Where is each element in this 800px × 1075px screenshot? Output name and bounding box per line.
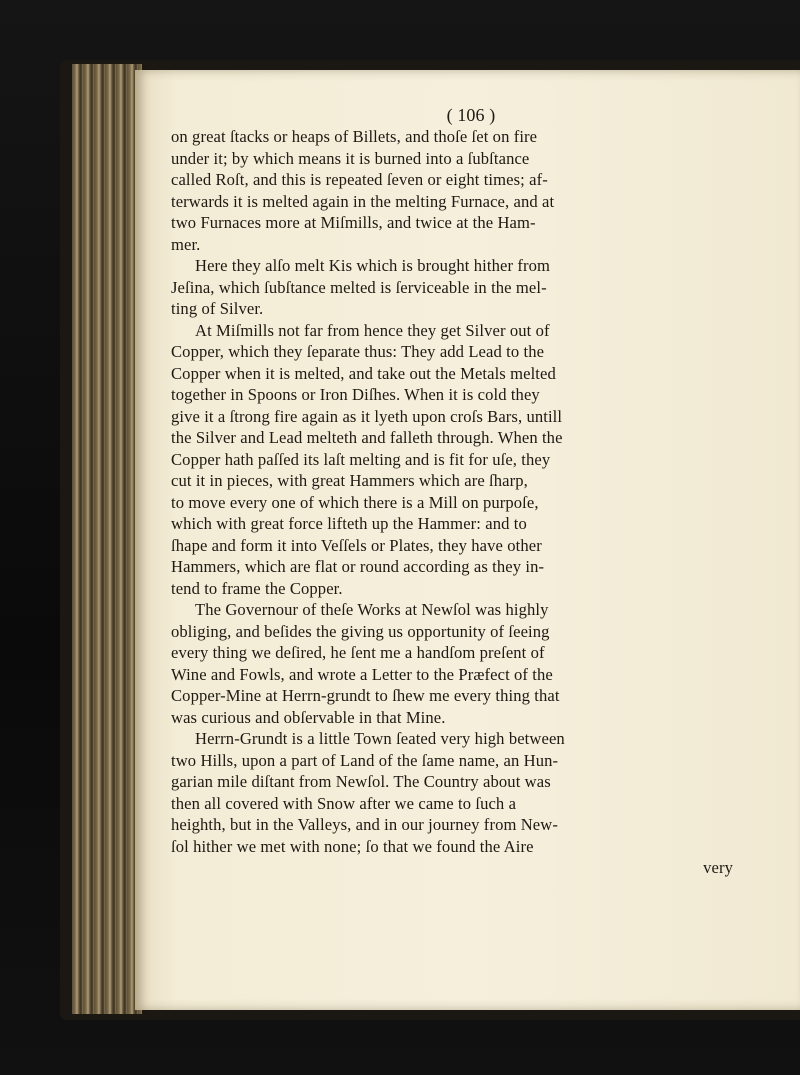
- text-line: Jeſina, which ſubſtance melted is ſerviceable in the mel-: [171, 277, 547, 297]
- text-line: to move every one of which there is a Mill on purpoſe,: [171, 492, 539, 512]
- text-line: garian mile diſtant from Newſol. The Country about was: [171, 772, 551, 791]
- page-stack-edges: [72, 64, 142, 1014]
- text-line: Hammers, which are flat or round according as they in-: [171, 557, 545, 576]
- text-line: Copper when it is melted, and take out the Metals melted: [171, 363, 556, 383]
- text-lines: [171, 126, 771, 879]
- text-line: heighth, but in the Valleys, and in our journey from New-: [171, 815, 558, 834]
- text-line: was curious and obſervable in that Mine.: [171, 707, 446, 727]
- text-line: Copper, which they ſeparate thus: They add Lead to the: [171, 342, 545, 361]
- text-line: cut it in pieces, with great Hammers which are ſharp,: [171, 471, 528, 490]
- text-line: The Governour of theſe Works at Newſol was highly: [195, 600, 549, 619]
- catchword: very: [703, 858, 733, 877]
- text-line: every thing we deſired, he ſent me a handſom preſent of: [171, 643, 545, 662]
- text-line: under it; by which means it is burned into a ſubſtance: [171, 148, 530, 168]
- text-line: Copper hath paſſed its laſt melting and is fit for uſe, they: [171, 449, 551, 469]
- text-line: Here they alſo melt Kis which is brought hither from: [195, 256, 550, 275]
- text-line: two Furnaces more at Miſmills, and twice at the Ham-: [171, 213, 536, 232]
- text-line: tend to frame the Copper.: [171, 578, 343, 598]
- text-line: ſol hither we met with none; ſo that we found the Aire: [171, 836, 534, 856]
- text-line: which with great force lifteth up the Hammer: and to: [171, 514, 527, 533]
- text-line: ting of Silver.: [171, 299, 264, 318]
- text-line: terwards it is melted again in the melting Furnace, and at: [171, 191, 555, 211]
- text-line: Copper-Mine at Herrn-grundt to ſhew me every thing that: [171, 686, 560, 705]
- text-line: on great ſtacks or heaps of Billets, and thoſe ſet on fire: [171, 127, 538, 146]
- text-line: then all covered with Snow after we came to ſuch a: [171, 793, 517, 813]
- text-line: give it a ſtrong fire again as it lyeth upon croſs Bars, untill: [171, 406, 563, 426]
- text-line: Wine and Fowls, and wrote a Letter to the Præfect of the: [171, 664, 553, 684]
- text-line: obliging, and beſides the giving us opportunity of ſeeing: [171, 621, 550, 641]
- page-number: ( 106 ): [446, 105, 496, 125]
- text-line: together in Spoons or Iron Diſhes. When it is cold they: [171, 385, 540, 404]
- text-line: called Roſt, and this is repeated ſeven or eight times; af-: [171, 170, 548, 189]
- text-line: Herrn-Grundt is a little Town ſeated very high between: [195, 729, 565, 748]
- text-line: At Miſmills not far from hence they get Silver out of: [195, 320, 550, 340]
- text-line: the Silver and Lead melteth and falleth through. When the: [171, 428, 563, 447]
- text-line: ſhape and form it into Veſſels or Plates, they have other: [171, 535, 542, 555]
- text-line: mer.: [171, 234, 201, 254]
- text-line: two Hills, upon a part of Land of the ſame name, an Hun-: [171, 750, 559, 770]
